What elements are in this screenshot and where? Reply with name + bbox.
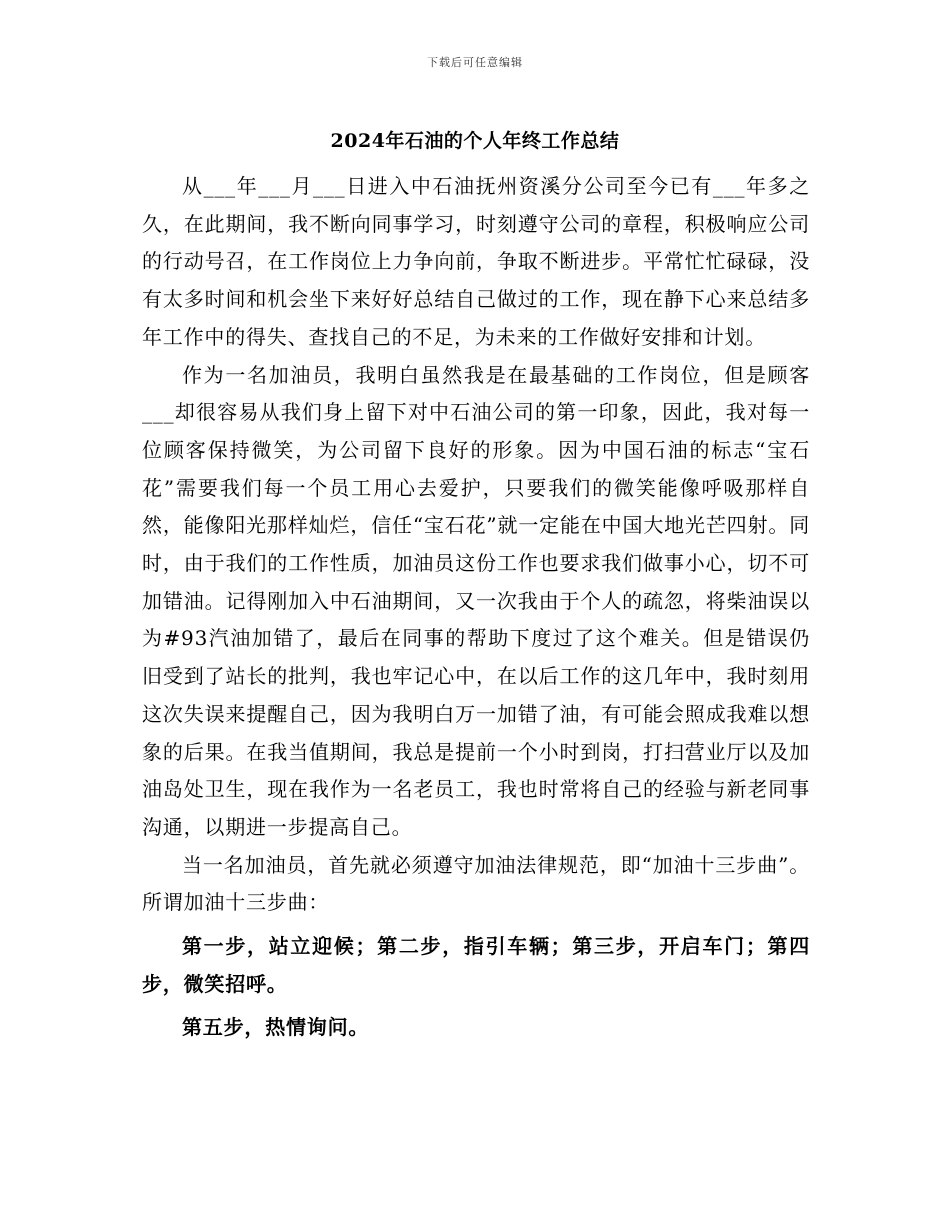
page-header-note: 下载后可任意编辑 xyxy=(427,56,523,69)
paragraph-intro: 从___年___月___日进入中石油抚州资溪分公司至今已有___年多之久，在此期间，我不断向同事学习，时刻遵守公司的章程，积极响应公司的行动号召，在工作岗位上力争向前，争取不断进步。平常忙忙碌碌，没有太多时间和机会坐下来好好总结自己做过的工作，现在静下心来总结多年工作中的得失、查找自己的不足，为未来的工作做好安排和计划。 xyxy=(142,174,810,349)
paragraph-steps-one-to-four: 第一步，站立迎候；第二步，指引车辆；第三步，开启车门；第四步，微笑招呼。 xyxy=(142,934,810,996)
document-title: 2024年石油的个人年终工作总结 xyxy=(330,130,620,152)
paragraph-thirteen-steps-intro: 当一名加油员，首先就必须遵守加油法律规范，即“加油十三步曲”。所谓加油十三步曲： xyxy=(142,852,810,915)
document-body xyxy=(142,168,810,1047)
paragraph-step-five: 第五步，热情询问。 xyxy=(182,1015,370,1040)
paragraph-work-experience: 作为一名加油员，我明白虽然我是在最基础的工作岗位，但是顾客___却很容易从我们身上留下对中石油公司的第一印象，因此，我对每一位顾客保持微笑，为公司留下良好的形象。因为中国石油的标志“宝石花”需要我们每一个员工用心去爱护，只要我们的微笑能像呼吸那样自然，能像阳光那样灿烂，信任“宝石花”就一定能在中国大地光芒四射。同时，由于我们的工作性质，加油员这份工作也要求我们做事小心，切不可加错油。记得刚加入中石油期间，又一次我由于个人的疏忽，将柴油误以为#93汽油加错了，最后在同事的帮助下度过了这个难关。但是错误仍旧受到了站长的批判，我也牢记心中，在以后工作的这几年中，我时刻用这次失误来提醒自己，因为我明白万一加错了油，有可能会照成我难以想象的后果。在我当值期间，我总是提前一个小时到岗，打扫营业厅以及加油岛处卫生，现在我作为一名老员工，我也时常将自己的经验与新老同事沟通，以期进一步提高自己。 xyxy=(142,362,810,839)
